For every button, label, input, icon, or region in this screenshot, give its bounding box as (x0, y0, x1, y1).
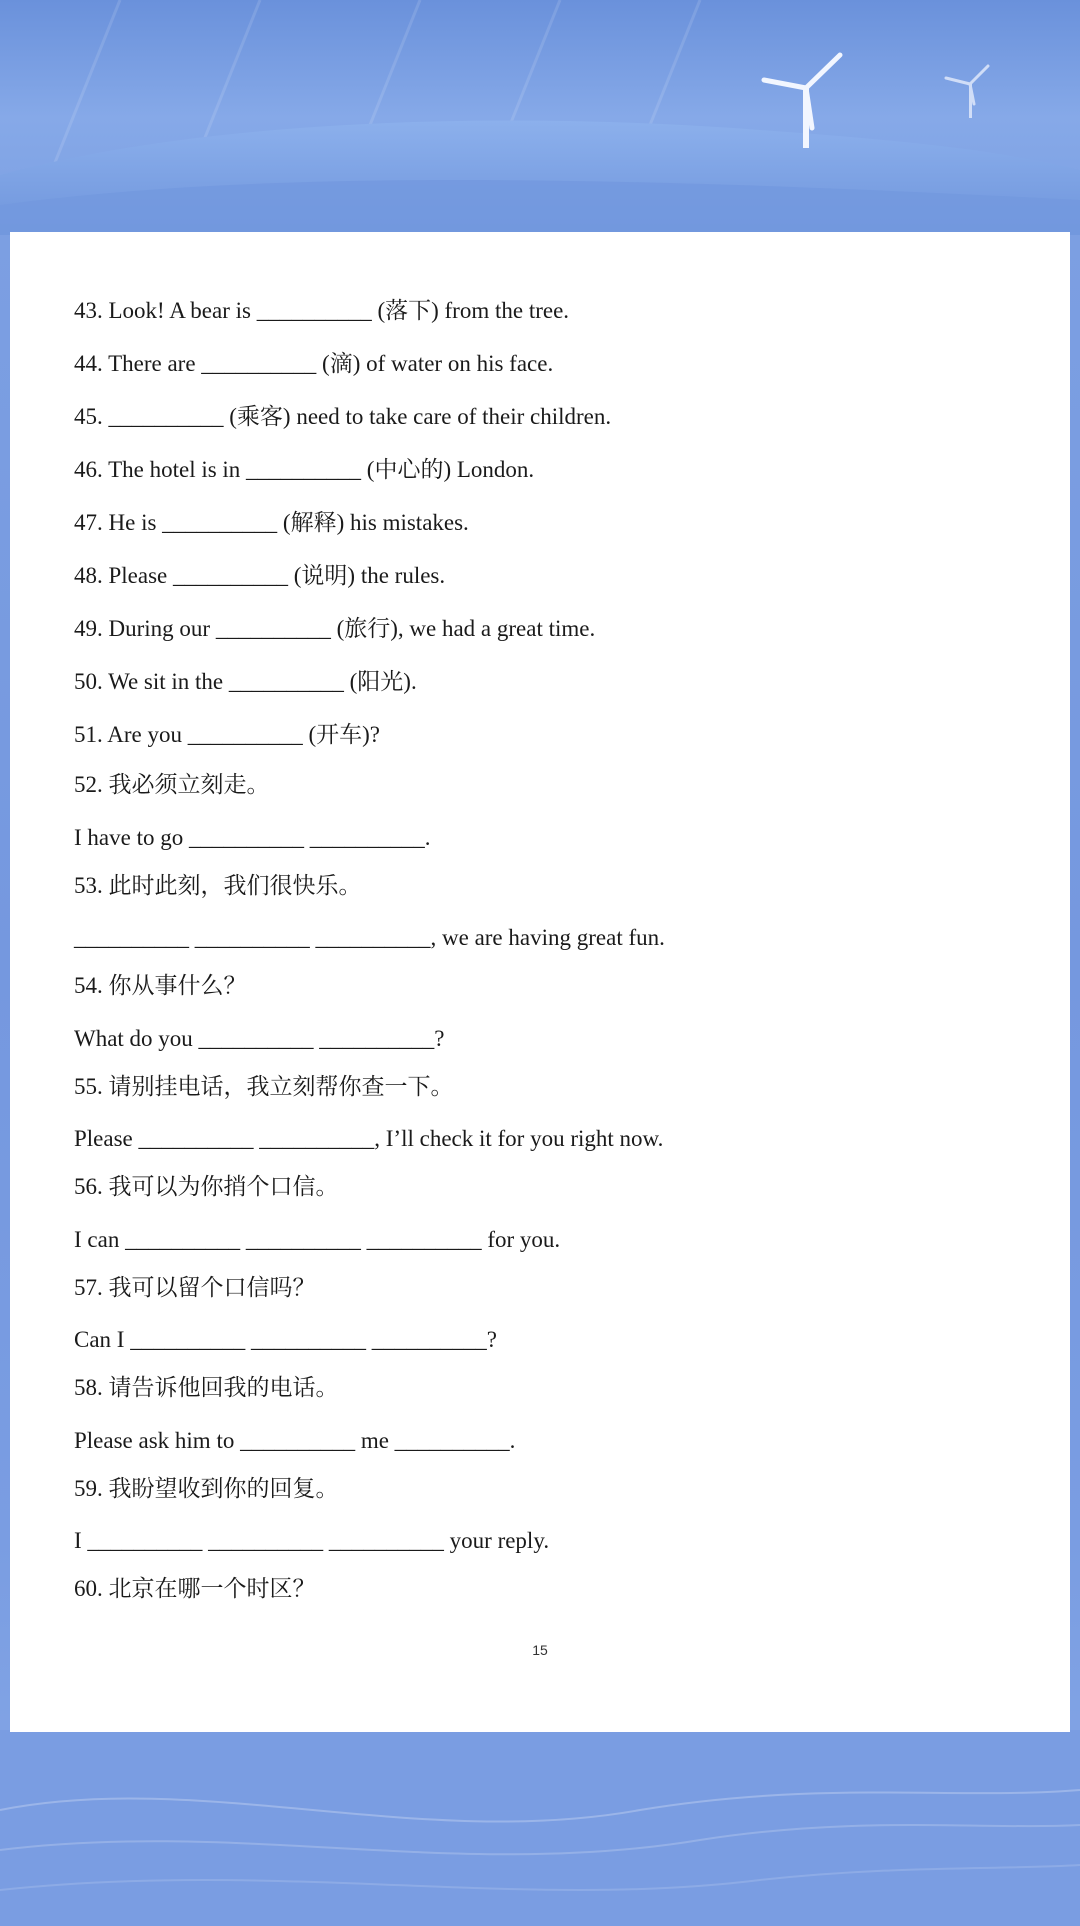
footer-background (0, 1730, 1080, 1926)
question-55-answer: Please __________ __________, I’ll check it for you right now. (74, 1126, 664, 1151)
question-52-answer: I have to go __________ __________. (74, 825, 431, 850)
question-59-answer: I __________ __________ __________ your reply. (74, 1528, 550, 1553)
landscape-illustration (0, 0, 1080, 235)
page-number: 15 (532, 1642, 548, 1658)
question-59-prompt: 59. 我盼望收到你的回复。 (74, 1476, 339, 1501)
question-54-answer: What do you __________ __________? (74, 1026, 445, 1051)
question-56-prompt: 56. 我可以为你捎个口信。 (74, 1174, 339, 1199)
question-57-prompt: 57. 我可以留个口信吗？ (74, 1275, 316, 1300)
question-47: 47. He is __________ (解释) his mistakes. (74, 510, 469, 535)
question-54-prompt: 54. 你从事什么？ (74, 973, 247, 998)
question-43: 43. Look! A bear is __________ (落下) from the tree. (74, 298, 570, 323)
question-45: 45. __________ (乘客) need to take care of their children. (74, 404, 612, 429)
question-55-prompt: 55. 请别挂电话，我立刻帮你查一下。 (74, 1074, 454, 1099)
question-48: 48. Please __________ (说明) the rules. (74, 563, 446, 588)
question-44: 44. There are __________ (滴) of water on his face. (74, 351, 554, 376)
question-58-prompt: 58. 请告诉他回我的电话。 (74, 1375, 339, 1400)
question-58-answer: Please ask him to __________ me __________. (74, 1428, 516, 1453)
question-46: 46. The hotel is in __________ (中心的) London. (74, 457, 535, 482)
question-57-answer: Can I __________ __________ __________? (74, 1327, 497, 1352)
worksheet-page (10, 232, 1070, 1732)
question-49: 49. During our __________ (旅行), we had a great time. (74, 616, 596, 641)
question-60-prompt: 60. 北京在哪一个时区？ (74, 1576, 316, 1601)
header-background (0, 0, 1080, 235)
question-52-prompt: 52. 我必须立刻走。 (74, 772, 270, 797)
question-53-prompt: 53. 此时此刻，我们很快乐。 (74, 873, 362, 898)
question-53-answer: __________ __________ __________, we are having great fun. (74, 925, 665, 950)
question-50: 50. We sit in the __________ (阳光). (74, 669, 417, 694)
question-56-answer: I can __________ __________ __________ for you. (74, 1227, 561, 1252)
wave-decoration (0, 1730, 1080, 1926)
question-51: 51. Are you __________ (开车)? (74, 722, 380, 747)
